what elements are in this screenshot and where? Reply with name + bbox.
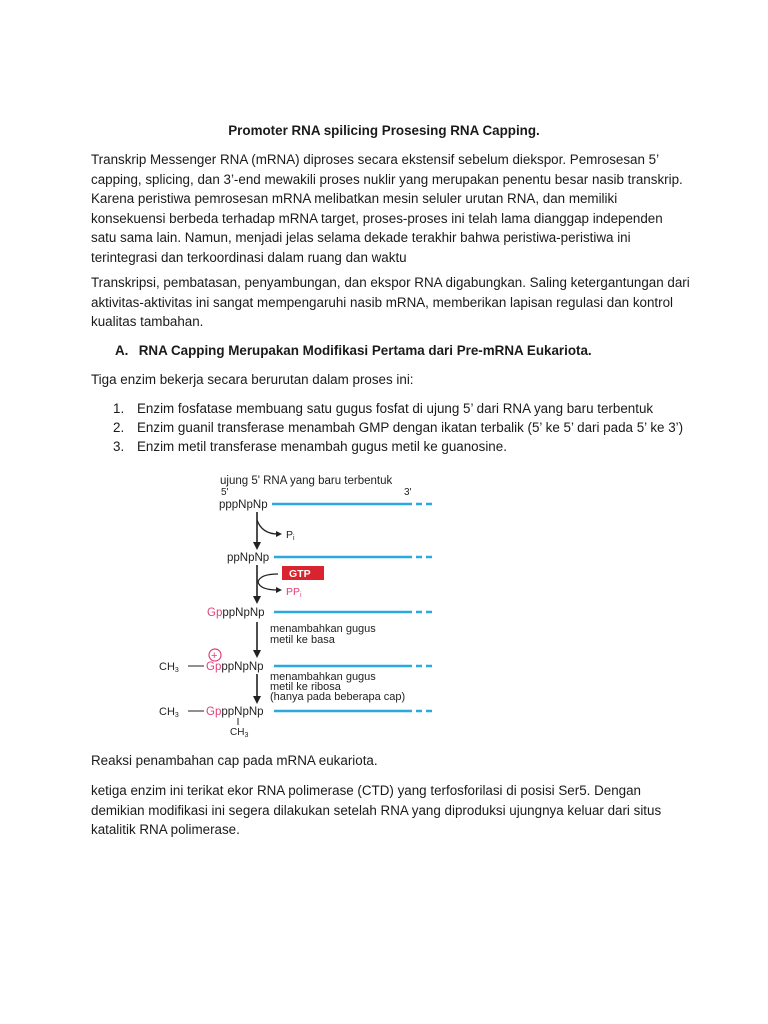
methylated-cap-row: GpppNpNp <box>206 661 264 673</box>
five-prime-label: 5' <box>221 487 229 498</box>
ribose-methyl-label: $CH_3$ <box>230 727 249 739</box>
arrow-head-icon <box>253 542 261 550</box>
gtp-label: GTP <box>289 568 311 580</box>
step2-text-line3: (hanya pada beberapa cap) <box>270 691 406 703</box>
release-curve-1 <box>257 520 278 534</box>
figure-caption: Reaksi penambahan cap pada mRNA eukariota. <box>91 753 378 768</box>
methyl-label-row5: CH3 <box>159 706 179 719</box>
arrow-head-icon <box>253 650 261 658</box>
arrow-head-icon <box>276 587 282 593</box>
enzyme-steps-list <box>113 399 683 457</box>
arrow-head-icon <box>253 596 261 604</box>
list-item: 1. Enzim fosfatase membuang satu gugus fosfat di ujung 5’ dari RNA yang baru terbentuk <box>113 401 654 416</box>
paragraph-intro: Transkrip Messenger RNA (mRNA) diproses secara ekstensif sebelum diekspor. Pemrosesan 5’ capping, splicing, dan 3’-end mewakili proses nuklir yang merupakan penentu besar nasib transkrip. Karena peristiwa pemrosesan mRNA melibatkan mesin seluler urutan RNA, dan memiliki konsekuensi berbeda terhadap mRNA target, proses-proses ini telah lama dianggap independen satu sama lain. Namun, menjadi jelas selama dekade terakhir bahwa peristiwa-peristiwa ini terintegrasi dan terkoordinasi dalam ruang dan waktu <box>91 152 683 265</box>
section-letter: A. <box>115 343 129 358</box>
step2-text-line1: menambahkan gugus <box>270 671 376 683</box>
triphosphate-rna-label: pppNpNp <box>219 499 268 511</box>
three-prime-label: 3' <box>404 487 412 498</box>
arrow-head-icon <box>276 531 282 537</box>
section-heading-text: RNA Capping Merupakan Modifikasi Pertama dari Pre-mRNA Eukariota. <box>138 343 592 358</box>
paragraph-coupling: Transkripsi, pembatasan, penyambungan, dan ekspor RNA digabungkan. Saling ketergantungan dari aktivitas-aktivitas ini sangat mempengaruhi nasib mRNA, memberikan lapisan regulasi dan kontrol kualitas tambahan. <box>91 275 690 330</box>
list-item: 2. Enzim guanil transferase menambah GMP dengan ikatan terbalik (5’ ke 5’ dari pada 5’ ke 3’) <box>113 420 684 436</box>
step2-text-line2: metil ke ribosa <box>270 681 341 693</box>
guanosine-cap-row: GpppNpNp <box>207 607 265 619</box>
enzyme-intro: Tiga enzim bekerja secara berurutan dalam proses ini: <box>91 372 414 387</box>
paragraph-closing: ketiga enzim ini terikat ekor RNA polimerase (CTD) yang terfosforilasi di posisi Ser5. Dengan demikian modifikasi ini segera dilakukan setelah RNA yang diproduksi ujungnya keluar dari situs katalitik RNA polimerase. <box>91 783 662 838</box>
capping-diagram <box>150 470 490 740</box>
step1-text-line1: menambahkan gugus <box>270 623 376 635</box>
arrow-head-icon <box>253 696 261 704</box>
pi-label: Pi <box>286 529 295 542</box>
ppi-label: PPi <box>286 586 302 599</box>
figure-header: ujung 5' RNA yang baru terbentuk <box>220 475 393 487</box>
fully-methylated-cap-row: GpppNpNp <box>206 706 264 718</box>
list-item: 3. Enzim metil transferase menambah gugus metil ke guanosine. <box>113 439 507 455</box>
exchange-curve <box>258 574 278 590</box>
section-heading <box>115 341 592 360</box>
plus-sign: + <box>211 650 218 662</box>
diphosphate-rna-label: ppNpNp <box>227 552 270 564</box>
page-title: Promoter RNA spilicing Prosesing RNA Capping. <box>228 123 540 138</box>
methyl-label-row4: CH3 <box>159 661 179 674</box>
step1-text-line2: metil ke basa <box>270 634 335 646</box>
capping-diagram-svg <box>150 470 490 740</box>
